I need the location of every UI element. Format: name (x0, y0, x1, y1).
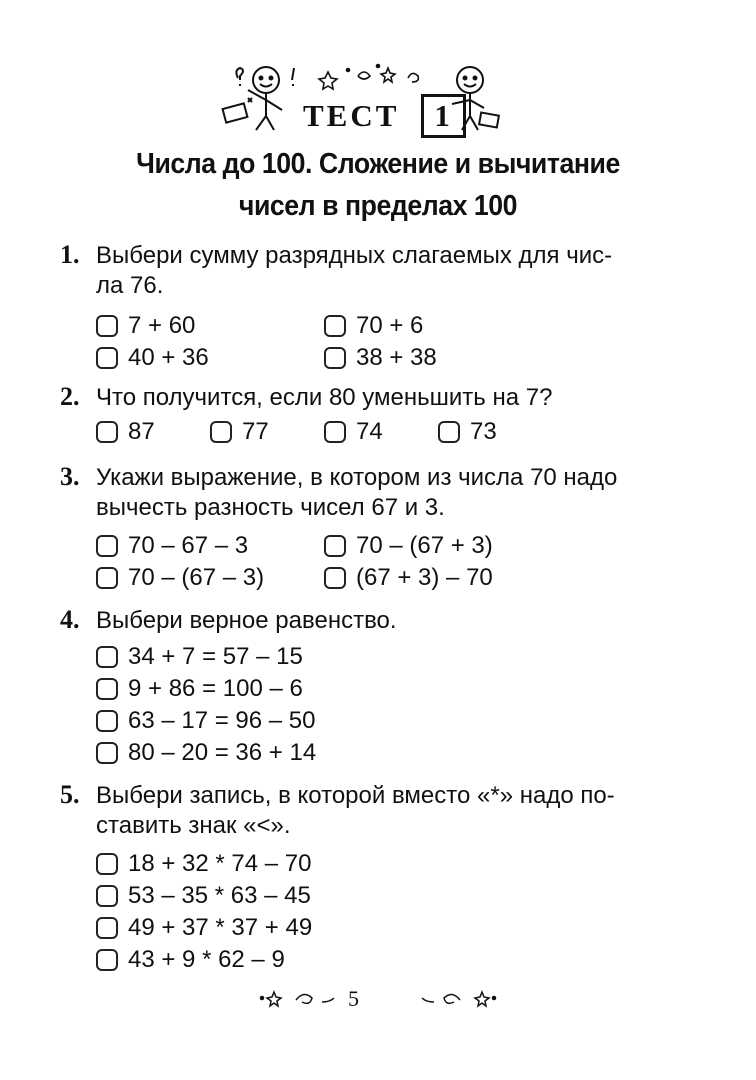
question-number: 1. (60, 240, 80, 269)
question-4 (60, 605, 700, 769)
question-text: Что получится, если 80 уменьшить на 7? (96, 384, 553, 411)
checkbox-icon[interactable] (96, 421, 118, 443)
checkbox-icon[interactable] (96, 535, 118, 557)
option-label: 40 + 36 (128, 344, 209, 371)
option-label: 7 + 60 (128, 312, 196, 339)
checkbox-icon[interactable] (324, 347, 346, 369)
option-label: 18 + 32 * 74 – 70 (128, 850, 312, 877)
checkbox-icon[interactable] (96, 917, 118, 939)
option-label: 70 – 67 – 3 (128, 532, 249, 559)
page-number: 5 (348, 986, 359, 1011)
question-2 (60, 382, 700, 448)
checkbox-icon[interactable] (96, 710, 118, 732)
test-number: 1 (421, 94, 466, 138)
checkbox-icon[interactable] (96, 646, 118, 668)
option-label: 73 (470, 418, 497, 445)
option-label: 38 + 38 (356, 344, 437, 371)
option-label: 49 + 37 * 37 + 49 (128, 914, 313, 941)
page-title-line-2: чисел в пределах 100 (238, 190, 518, 222)
checkbox-icon[interactable] (96, 678, 118, 700)
question-number: 4. (60, 605, 80, 634)
question-text-cont: ставить знак «<». (96, 812, 291, 839)
question-text: Выбери верное равенство. (96, 607, 397, 634)
checkbox-icon[interactable] (324, 315, 346, 337)
checkbox-icon[interactable] (96, 567, 118, 589)
page-title-line-1: Числа до 100. Сложение и вычитание (136, 148, 620, 180)
checkbox-icon[interactable] (324, 535, 346, 557)
answer-option[interactable] (96, 673, 303, 705)
question-text-cont: вычесть разность чисел 67 и 3. (96, 494, 445, 521)
question-3 (60, 462, 700, 594)
checkbox-icon[interactable] (96, 315, 118, 337)
answer-option[interactable] (324, 310, 423, 342)
answer-option[interactable] (96, 342, 209, 374)
footer-ornament-icon (0, 980, 756, 1020)
option-label: 63 – 17 = 96 – 50 (128, 707, 316, 734)
answer-option[interactable] (96, 641, 303, 673)
checkbox-icon[interactable] (324, 421, 346, 443)
answer-option[interactable] (96, 310, 195, 342)
option-label: 87 (128, 418, 155, 445)
question-text: Выбери запись, в которой вместо «*» надо по- (96, 782, 615, 809)
checkbox-icon[interactable] (96, 885, 118, 907)
option-label: (67 + 3) – 70 (356, 564, 493, 591)
checkbox-icon[interactable] (438, 421, 460, 443)
answer-option[interactable] (96, 416, 155, 448)
test-label (303, 94, 466, 138)
answer-option[interactable] (324, 342, 437, 374)
question-5 (60, 780, 700, 976)
option-label: 9 + 86 = 100 – 6 (128, 675, 303, 702)
checkbox-icon[interactable] (96, 853, 118, 875)
test-header (208, 58, 508, 138)
option-label: 34 + 7 = 57 – 15 (128, 643, 303, 670)
question-1 (60, 240, 700, 374)
checkbox-icon[interactable] (324, 567, 346, 589)
checkbox-icon[interactable] (96, 949, 118, 971)
answer-option[interactable] (96, 880, 311, 912)
answer-option[interactable] (96, 912, 312, 944)
question-text: Выбери сумму разрядных слагаемых для чис- (96, 242, 613, 269)
answer-option[interactable] (324, 562, 493, 594)
option-label: 43 + 9 * 62 – 9 (128, 946, 285, 973)
checkbox-icon[interactable] (96, 347, 118, 369)
answer-option[interactable] (324, 416, 383, 448)
question-text: Укажи выражение, в котором из числа 70 надо (96, 464, 618, 491)
answer-option[interactable] (96, 530, 248, 562)
option-label: 70 + 6 (356, 312, 424, 339)
answer-option[interactable] (324, 530, 493, 562)
checkbox-icon[interactable] (96, 742, 118, 764)
option-label: 77 (242, 418, 269, 445)
test-word: ТЕСТ (303, 98, 400, 133)
option-label: 70 – (67 – 3) (128, 564, 265, 591)
answer-option[interactable] (96, 944, 285, 976)
question-text-cont: ла 76. (96, 272, 164, 299)
answer-option[interactable] (96, 705, 316, 737)
question-number: 5. (60, 780, 80, 809)
answer-option[interactable] (96, 562, 264, 594)
answer-option[interactable] (96, 848, 312, 880)
option-label: 74 (356, 418, 383, 445)
answer-option[interactable] (438, 416, 497, 448)
checkbox-icon[interactable] (210, 421, 232, 443)
option-label: 80 – 20 = 36 + 14 (128, 739, 317, 766)
answer-option[interactable] (96, 737, 316, 769)
question-number: 3. (60, 462, 80, 491)
answer-option[interactable] (210, 416, 269, 448)
page-footer (0, 980, 756, 1020)
question-number: 2. (60, 382, 80, 411)
option-label: 53 – 35 * 63 – 45 (128, 882, 311, 909)
option-label: 70 – (67 + 3) (356, 532, 493, 559)
